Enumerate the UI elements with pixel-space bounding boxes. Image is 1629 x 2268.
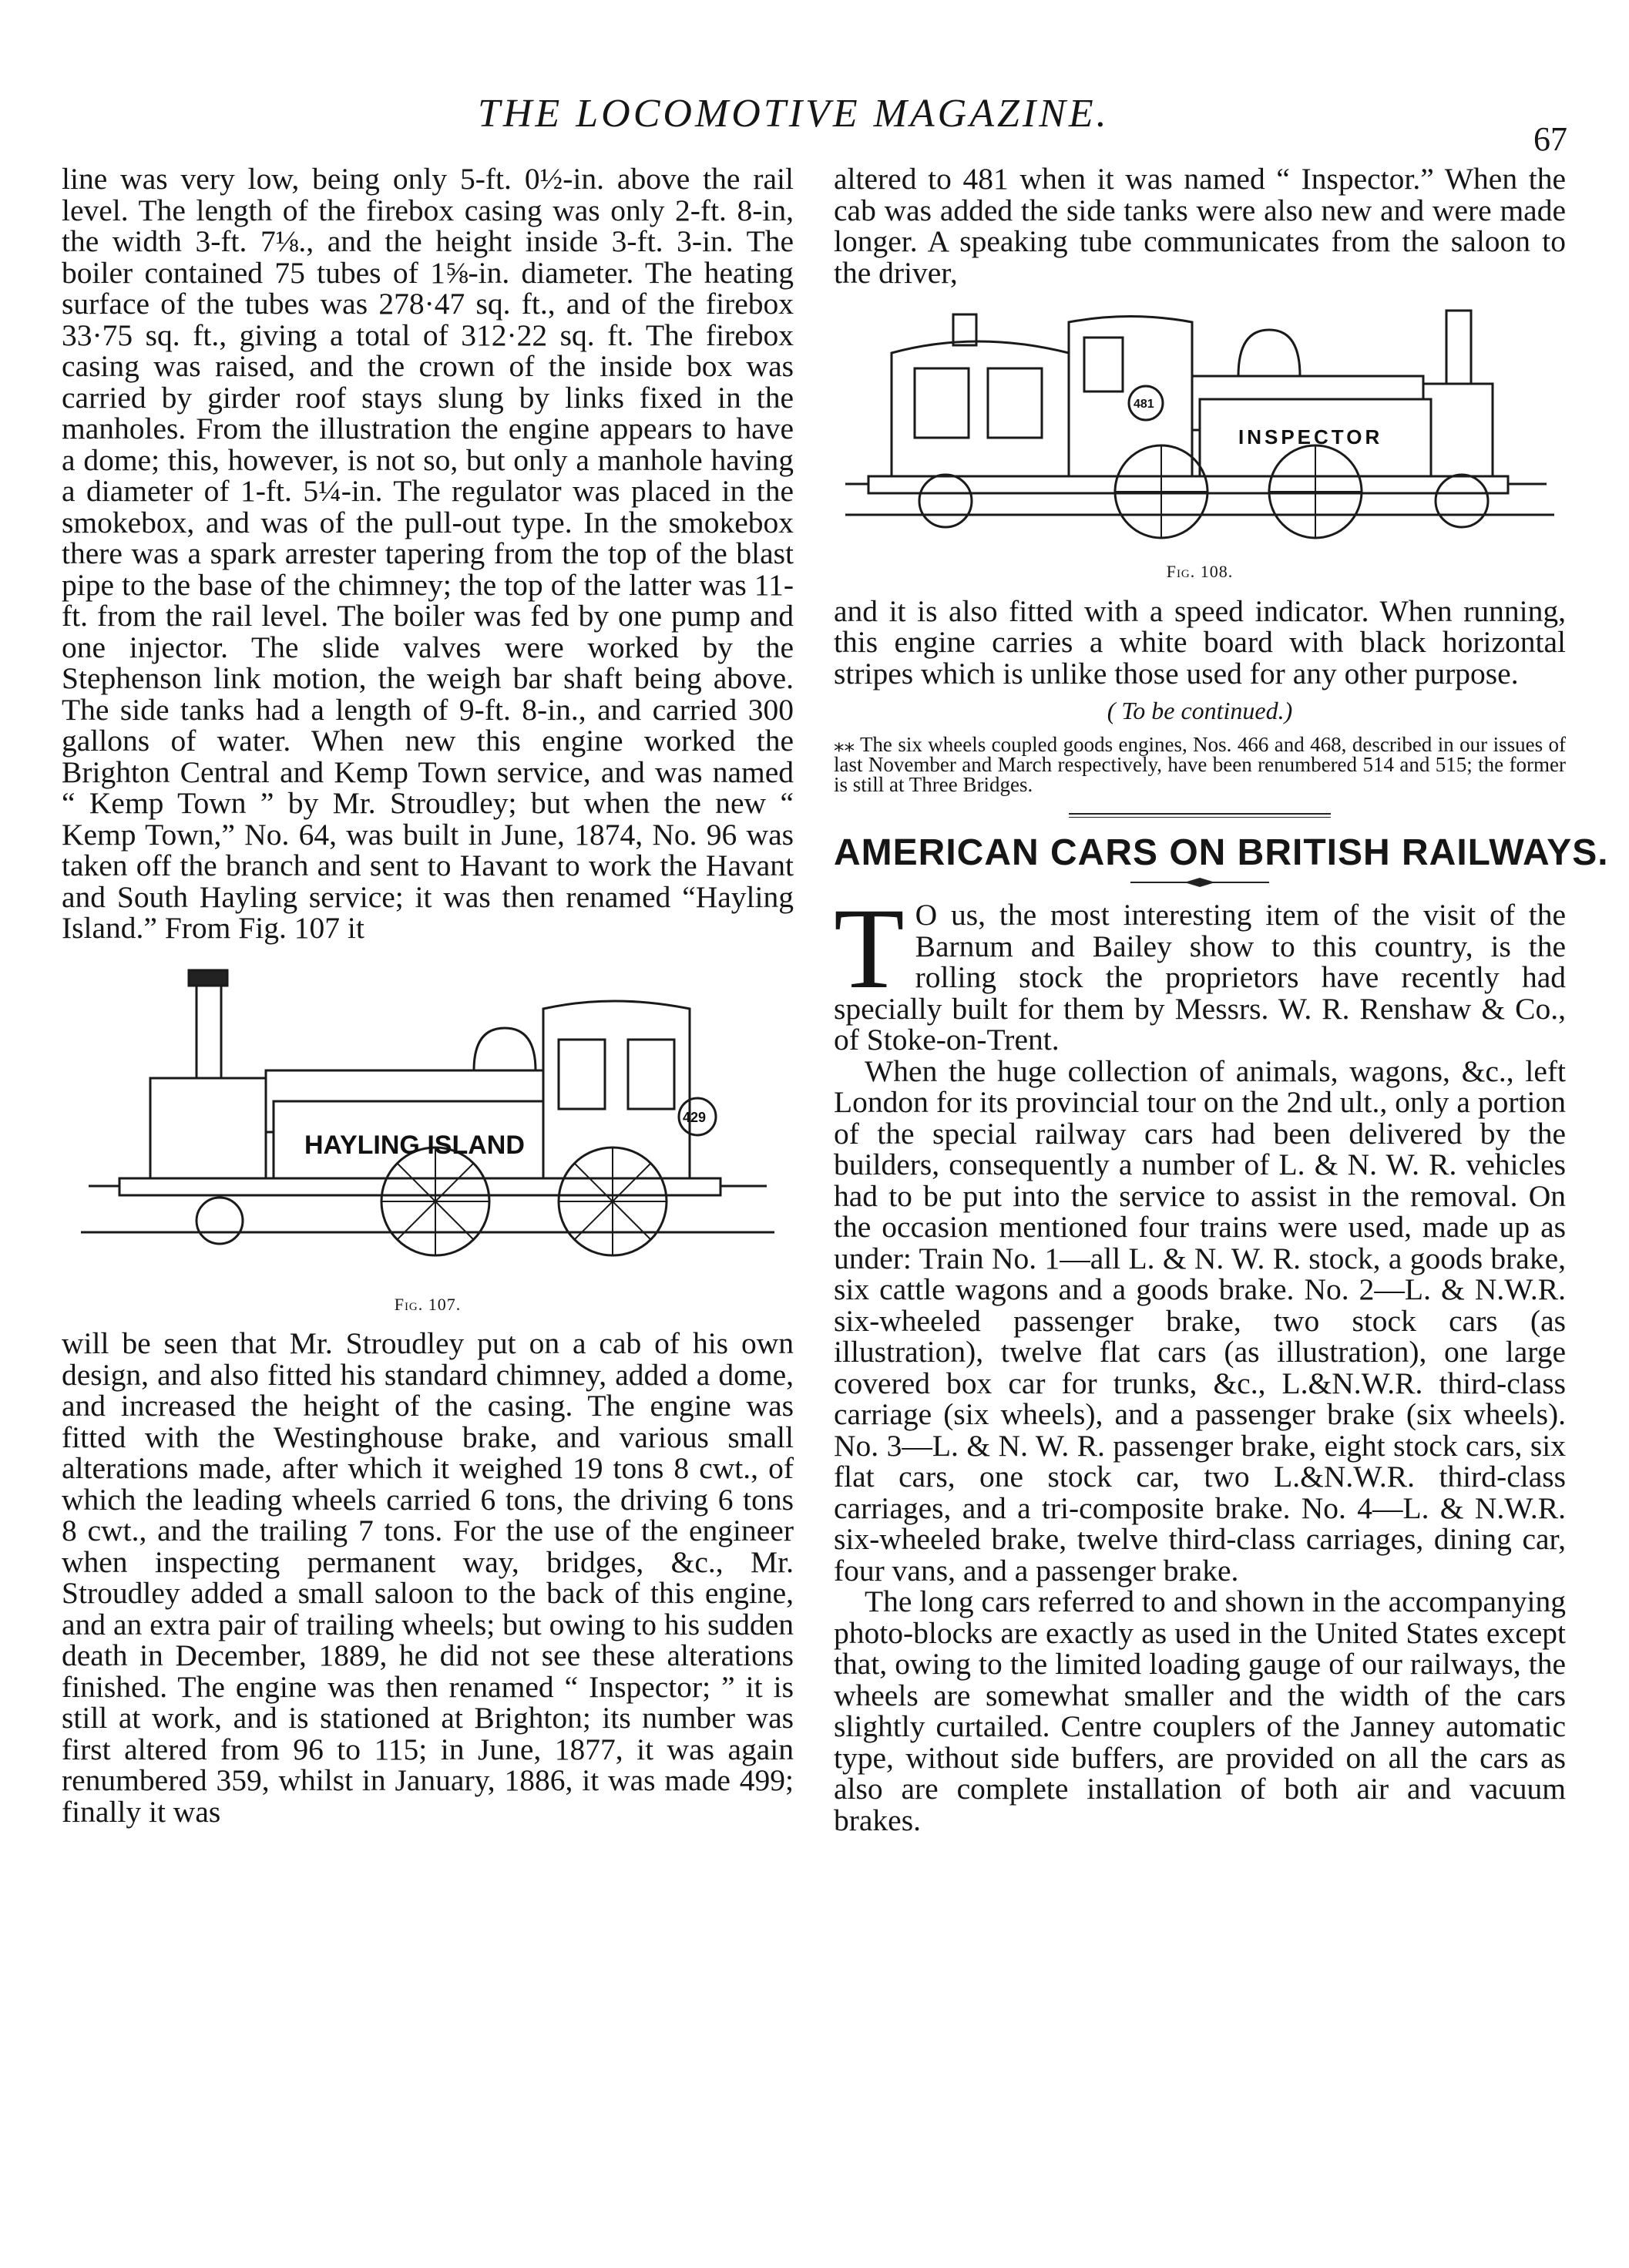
figure-108-nameplate: INSPECTOR bbox=[1238, 425, 1383, 449]
section-divider bbox=[1069, 813, 1331, 818]
figure-108-number: 481 bbox=[1134, 398, 1154, 411]
left-paragraph-2: will be seen that Mr. Stroudley put on a cab of his own design, and also fitted his standard chimney, added a dome, and increased the height of the casing. The engine was fitted with the Westinghouse brake, and various small alterations made, after which it weighed 19 tons 8 cwt., of which the leading wheels carried 6 tons, the driving 6 tons 8 cwt., and the trailing 7 tons. For the use of the engineer when inspecting permanent way, bridges, &c., Mr. Stroudley added a small saloon to the back of this engine, and an extra pair of trailing wheels; but owing to his sudden death in December, 1889, he did not see these alterations finished. The engine was then renamed “ Inspector; ” it is still at work, and is stationed at Brighton; its number was first altered from 96 to 115; in June, 1877, it was again renumbered 359, whilst in January, 1886, it was made 499; finally it was bbox=[62, 1326, 794, 1829]
article-paragraph-1-text: O us, the most interesting item of the visit of the Barnum and Bailey show to this country, is the rolling stock the proprietors have recently had specially built for them by Messrs. W. R. Renshaw & Co., of Stoke-on-Trent. bbox=[834, 898, 1566, 1057]
article-paragraph-3: The long cars referred to and shown in the accompanying photo-blocks are exactly as used in the United States except that, owing to the limited loading gauge of our railways, the wheels are somewhat smaller and the width of the cars slightly curtailed. Centre couplers of the Janney automatic type, without side buffers, are provided on all the cars as also are complete installation of both air and vacuum brakes. bbox=[834, 1584, 1566, 1837]
article-paragraph-2: When the huge collection of animals, wagons, &c., left London for its provincial tour on the 2nd ult., only a portion of the special railway cars had been delivered by the builders, consequently a number of L. & N. W. R. vehicles had to be put into the service to assist in the removal. On the occasion mentioned four trains were used, made up as under: Train No. 1—all L. & N. W. R. stock, a goods brake, six cattle wagons and a goods brake. No. 2—L. & N.W.R. six-wheeled passenger brake, two stock cars (as illustration), twelve flat cars (as illustration), one large covered box car for trunks, &c., L.&N.W.R. third-class carriage (six wheels), and a passenger brake (six wheels). No. 3—L. & N. W. R. passenger brake, eight stock cars, six flat cars, one stock car, two L.&N.W.R. third-class carriages, and a tri-composite brake. No. 4—L. & N.W.R. six-wheeled brake, twelve third-class carriages, dining car, four vans, and a passenger brake. bbox=[834, 1053, 1566, 1588]
article-title: AMERICAN CARS ON BRITISH RAILWAYS. bbox=[834, 832, 1609, 873]
footnote: ⁎⁎ The six wheels coupled goods engines, Nos. 466 and 468, described in our issues of last November and March respectively, have been renumbered 514 and 515; the former is still at Three Bridges. bbox=[834, 732, 1566, 796]
figure-107-nameplate: HAYLING ISLAND bbox=[304, 1130, 525, 1160]
figure-107-locomotive bbox=[73, 955, 782, 1286]
page-number: 67 bbox=[1533, 120, 1567, 158]
right-column bbox=[834, 162, 1609, 1837]
to-be-continued: ( To be continued.) bbox=[1107, 697, 1293, 724]
drop-cap: T bbox=[834, 885, 905, 1013]
title-ornament bbox=[1130, 876, 1269, 889]
figure-108-locomotive bbox=[838, 299, 1562, 553]
figure-107-caption: Fig. 107. bbox=[394, 1294, 462, 1314]
right-paragraph-1: altered to 481 when it was named “ Inspector.” When the cab was added the side tanks were also new and were made longer. A speaking tube communicates from the saloon to the driver, bbox=[834, 162, 1566, 290]
left-column bbox=[62, 163, 794, 1827]
figure-107-number: 429 bbox=[683, 1109, 707, 1125]
figure-108-caption: Fig. 108. bbox=[1166, 562, 1234, 581]
left-paragraph-1: line was very low, being only 5-ft. 0½-in. above the rail level. The length of the firebox casing was only 2-ft. 8-in, the width 3-ft. 7⅛., and the height inside 3-ft. 3-in. The boiler contained 75 tubes of 1⅝-in. diameter. The heating surface of the tubes was 278·47 sq. ft., and of the firebox 33·75 sq. ft., giving a total of 312·22 sq. ft. The firebox casing was raised, and the crown of the inside box was carried by girder roof stays slung by links fixed in the manholes. From the illustration the engine appears to have a dome; this, however, is not so, but only a manhole having a diameter of 1-ft. 5¼-in. The regulator was placed in the smokebox, and was of the pull-out type. In the smokebox there was a spark arrester tapering from the top of the blast pipe to the base of the chimney; the top of the latter was 11-ft. from the rail level. The boiler was fed by one pump and one injector. The slide valves were worked by the Stephenson link motion, the weigh bar shaft being above. The side tanks had a length of 9-ft. 8-in., and carried 300 gallons of water. When new this engine worked the Brighton Central and Kemp Town service, and was named “ Kemp Town ” by Mr. Stroudley; but when the new “ Kemp Town,” No. 64, was built in June, 1874, No. 96 was taken off the branch and sent to Havant to work the Havant and South Hayling service; it was then renamed “Hayling Island.” From Fig. 107 it bbox=[62, 162, 794, 945]
article-paragraph-1 bbox=[834, 885, 1566, 1057]
running-header: THE LOCOMOTIVE MAGAZINE. bbox=[478, 92, 1110, 136]
right-paragraph-2: and it is also fitted with a speed indicator. When running, this engine carries a white board with black horizontal stripes which is unlike those used for any other purpose. bbox=[834, 593, 1566, 690]
